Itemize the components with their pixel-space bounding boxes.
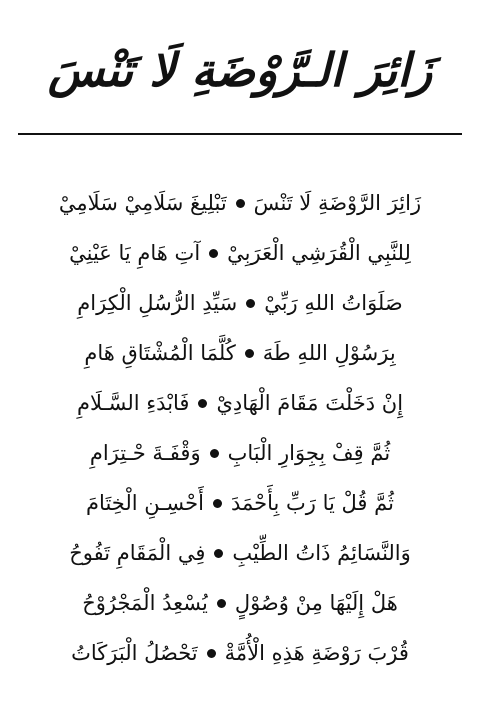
verse-second-hemistich: أَحْسِـنِ الْخِتَامَ	[86, 491, 204, 515]
verse-line	[0, 228, 480, 278]
verse-separator-dot	[207, 649, 216, 658]
verse-line	[0, 328, 480, 378]
verse-second-hemistich: تَبْلِيغَ سَلَامِيْ سَلَامِيْ	[58, 191, 227, 215]
verse-first-hemistich: لِلنَّبِي الْقُرَشِي الْعَرَبِيْ	[227, 241, 411, 265]
verse-line	[0, 578, 480, 628]
verse-first-hemistich: صَلَوَاتُ اللهِ رَبِّيْ	[264, 291, 403, 315]
verse-second-hemistich: سَيِّدِ الرُّسُلِ الْكِرَامِ	[77, 291, 238, 315]
verse-second-hemistich: وَقْفَـةَ حْـتِرَامِ	[89, 441, 201, 465]
title-divider	[18, 133, 462, 135]
poem-title: زَائِرَ الـرَّوْضَةِ لَا تَنْسَ	[47, 43, 433, 97]
verse-first-hemistich: زَائِرَ الرَّوْضَةِ لَا تَنْسَ	[253, 191, 422, 215]
verse-separator-dot	[209, 249, 218, 258]
verse-second-hemistich: تَحْصُلُ الْبَرَكَاتُ	[71, 641, 198, 665]
verse-separator-dot	[246, 299, 255, 308]
verse-separator-dot	[217, 599, 226, 608]
verse-separator-dot	[213, 499, 222, 508]
verse-first-hemistich: وَالنَّسَائِمُ ذَاتُ الطِّيْبِ	[232, 541, 411, 565]
verse-first-hemistich: إِنْ دَخَلْتَ مَقَامَ الْهَادِيْ	[216, 391, 404, 415]
verse-first-hemistich: ثُمَّ قِفْ بِجِوَارِ الْبَابِ	[227, 441, 391, 465]
verse-line	[0, 478, 480, 528]
verse-first-hemistich: بِرَسُوْلِ اللهِ طَهَ	[262, 341, 396, 365]
verse-line	[0, 378, 480, 428]
verse-line	[0, 628, 480, 678]
verse-line	[0, 528, 480, 578]
verse-first-hemistich: هَلْ إِلَيْهَا مِنْ وُصُوْلٍ	[234, 591, 398, 615]
verse-second-hemistich: آتِ هَامِ يَا عَيْنِيْ	[69, 241, 201, 265]
verse-second-hemistich: كُلَّمَا الْمُشْتَاقِ هَامِ	[84, 341, 236, 365]
verse-second-hemistich: فَابْدَءِ السَّـلَامِ	[76, 391, 190, 415]
verse-separator-dot	[236, 199, 245, 208]
verse-second-hemistich: فِي الْمَقَامِ تَفُوحُ	[69, 541, 206, 565]
verse-list	[0, 178, 480, 678]
verse-line	[0, 278, 480, 328]
verse-separator-dot	[198, 399, 207, 408]
verse-separator-dot	[245, 349, 254, 358]
verse-separator-dot	[210, 449, 219, 458]
verse-line	[0, 428, 480, 478]
verse-second-hemistich: يُسْعِدُ الْمَجْرُوْحُ	[82, 591, 208, 615]
verse-first-hemistich: ثُمَّ قُلْ يَا رَبِّ بِأَحْمَدَ	[230, 491, 394, 515]
verse-line	[0, 178, 480, 228]
verse-first-hemistich: قُرْبَ رَوْضَةِ هَذِهِ الْأُمَّةْ	[224, 641, 409, 665]
verse-separator-dot	[214, 549, 223, 558]
